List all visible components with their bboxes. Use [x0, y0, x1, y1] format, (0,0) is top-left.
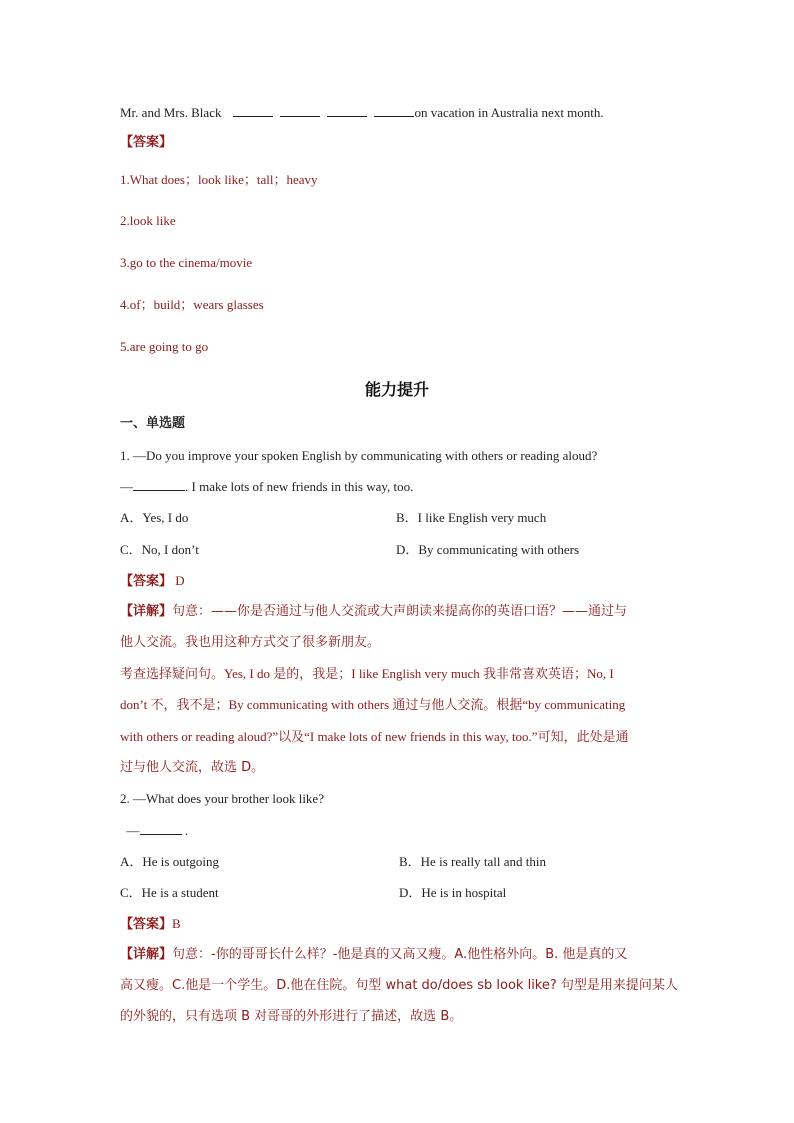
q1-reply-suffix: . I make lots of new friends in this way, too. [185, 479, 414, 494]
q2-answer [120, 915, 181, 934]
fill-question [120, 104, 604, 122]
q2-option-c[interactable]: C．He is a student [120, 885, 219, 900]
q1-detail-line: 他人交流。我也用这种方式交了很多新朋友。 [120, 635, 381, 650]
q1-detail-tag: 【详解】 [120, 604, 173, 619]
q1-option-a[interactable]: A．Yes, I do [120, 510, 189, 525]
q2-detail-line: 高又瘦。C.他是一个学生。D.他在住院。句型 what do/does sb look like? 句型是用来提问某人 [120, 978, 678, 993]
fill-question-suffix: on vacation in Australia next month. [414, 105, 604, 120]
answer-blank[interactable] [233, 104, 273, 117]
q2-option-a[interactable]: A．He is outgoing [120, 854, 219, 869]
answer-line-2: 2.look like [120, 213, 176, 228]
answer-line-1: 1.What does；look like；tall；heavy [120, 172, 318, 187]
q1-detail-line: 过与他人交流，故选 D。 [120, 760, 265, 775]
section-title: 能力提升 [364, 380, 429, 399]
q1-detail-line: don’t 不，我不是；By communicating with others 通过与他人交流。根据“by communicating [120, 697, 626, 712]
q2-detail-tag: 【详解】 [120, 947, 173, 962]
answer-blank[interactable] [280, 104, 320, 117]
q2-option-b[interactable]: B．He is really tall and thin [399, 854, 546, 869]
answer-line-3: 3.go to the cinema/movie [120, 255, 253, 270]
q2-answer-tag: 【答案】 [120, 917, 173, 932]
q2-detail-line [120, 946, 627, 964]
q1-option-d[interactable]: D．By communicating with others [396, 542, 580, 557]
answer-tag: 【答案】 [120, 135, 173, 150]
q2-reply-prefix: — [120, 823, 140, 838]
q1-answer [120, 572, 185, 591]
answer-line-4: 4.of；build；wears glasses [120, 297, 264, 312]
answer-blank[interactable] [133, 478, 185, 491]
q1-answer-tag: 【答案】 [120, 574, 173, 589]
answer-blank[interactable] [140, 822, 182, 835]
q1-reply: — . I make lots of new friends in this way, too. [120, 479, 414, 494]
q2-answer-value: B [172, 916, 181, 931]
q1-stem: 1. —Do you improve your spoken English by communicating with others or reading aloud? [120, 448, 598, 463]
q2-reply-suffix: . [181, 823, 188, 838]
q2-option-d[interactable]: D．He is in hospital [399, 885, 507, 900]
q2-detail-line: 的外貌的，只有选项 B 对哥哥的外形进行了描述，故选 B。 [120, 1009, 463, 1024]
q1-detail-line: 考查选择疑问句。Yes, I do 是的，我是；I like English very much 我非常喜欢英语；No, I [120, 666, 614, 681]
q1-detail-line: with others or reading aloud?”以及“I make lots of new friends in this way, too.”可知，此处是通 [120, 729, 629, 744]
q1-option-b[interactable]: B．I like English very much [396, 510, 547, 525]
answer-line-5: 5.are going to go [120, 339, 209, 354]
answer-blank[interactable] [374, 104, 414, 117]
q1-detail-text: 句意：——你是否通过与他人交流或大声朗读来提高你的英语口语？——通过与 [172, 604, 628, 619]
fill-question-prefix: Mr. and Mrs. Black [120, 105, 222, 120]
q2-detail-text: 句意：-你的哥哥长什么样？-他是真的又高又瘦。A.他性格外向。B. 他是真的又 [172, 947, 628, 962]
subsection-title: 一、单选题 [120, 416, 186, 431]
q2-reply [120, 822, 188, 840]
q1-detail-line [120, 603, 627, 621]
q2-stem: 2. —What does your brother look like? [120, 791, 324, 806]
q1-option-c[interactable]: C．No, I don’t [120, 542, 199, 557]
answer-blank[interactable] [327, 104, 367, 117]
q1-answer-value: D [172, 573, 185, 588]
